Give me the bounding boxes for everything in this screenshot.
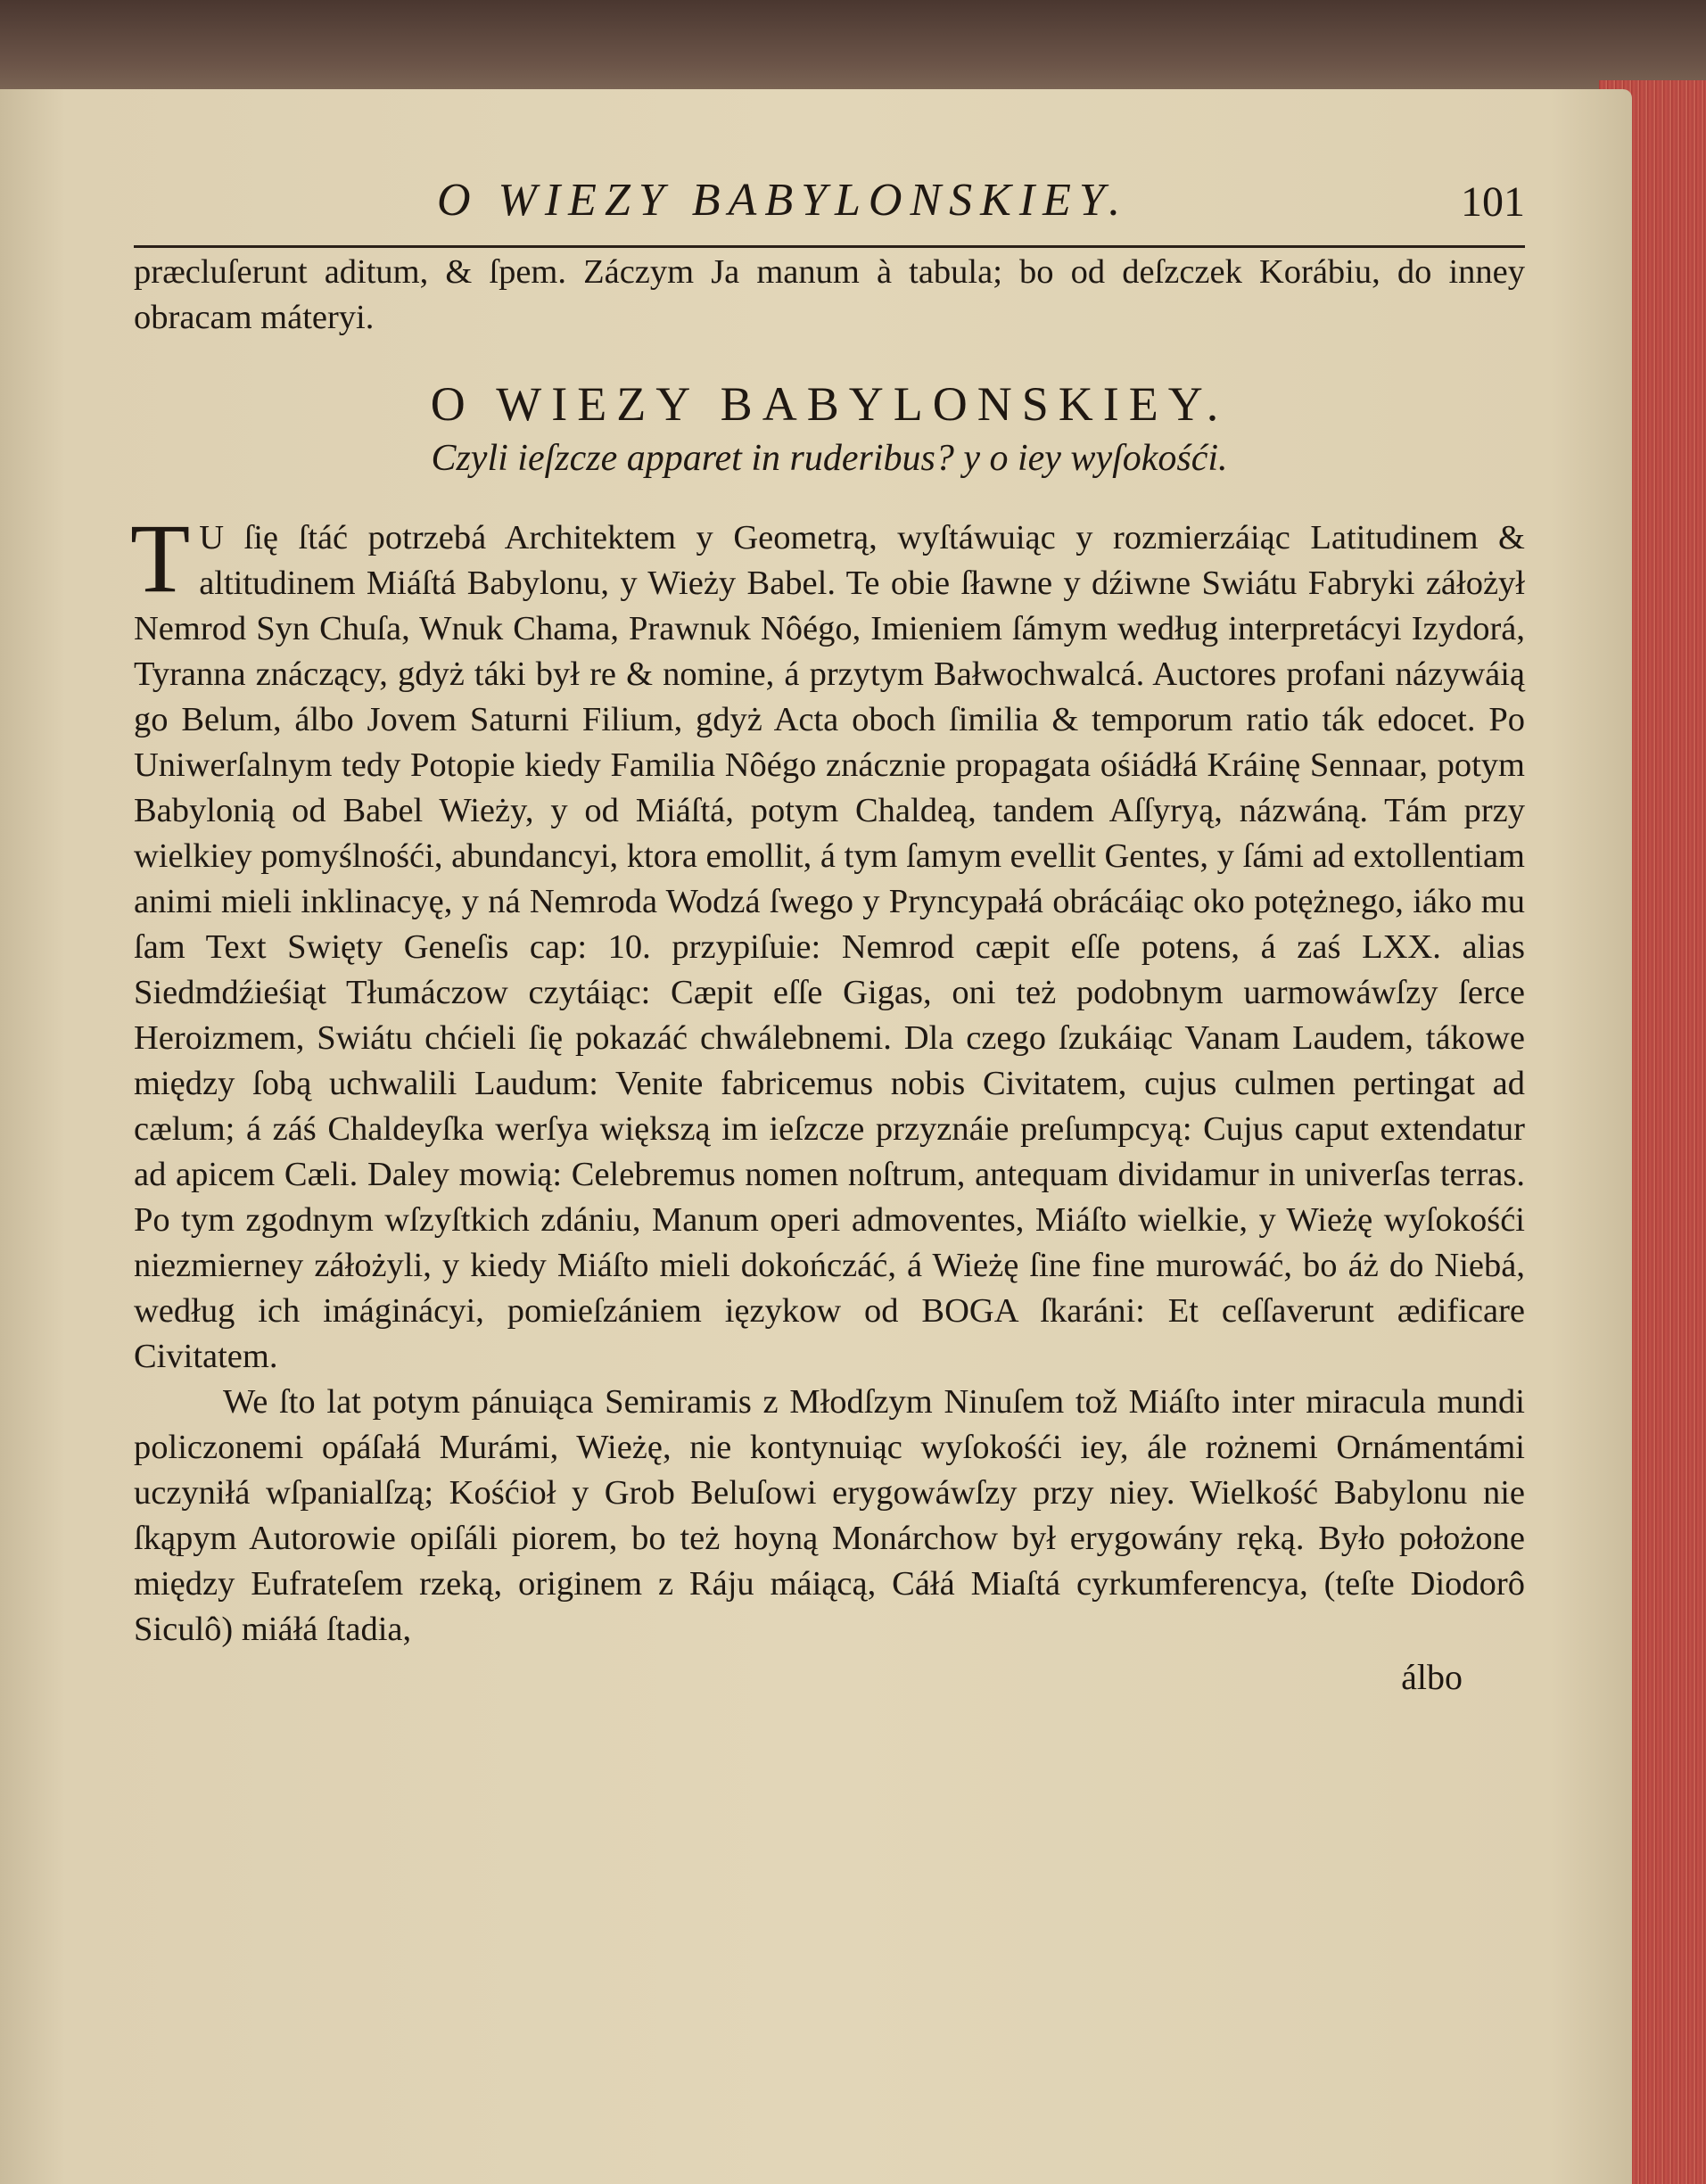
- book-page: [0, 89, 1632, 2184]
- paragraph-2: We ſto lat potym pánuiąca Semiramis z Młodſzym Ninuſem tož Miáſto inter miracula mundi policzonemi opáſałá Murámi, Wieżę, nie kontynuiąc wyſokośći iey, ále rożnemi Ornámentámi uczyniłá wſpanialſzą; Kośćioł y Grob Beluſowi erygowáwſzy przy niey. Wielkość Babylonu nie ſkąpym Autorowie opiſáli piorem, bo też hoyną Monárchow był erygowány ręką. Było położone między Eufrateſem rzeką, originem z Ráju máiącą, Cáłá Miaſtá cyrkumferencya, (teſte Diodorô Siculô) miáłá ſtadia,: [134, 1383, 1525, 1648]
- paragraph-1-text: U ſię ſtáć potrzebá Architektem y Geometrą, wyſtáwuiąc y rozmierzáiąc Latitudinem & altitudinem Miáſtá Babylonu, y Wieży Babel. Te obie ſławne y dźiwne Swiátu Fabryki záłożył Nemrod Syn Chuſa, Wnuk Chama, Prawnuk Nôégo, Imieniem ſámym według interpretácyi Izydorá, Tyranna znáczący, gdyż táki był re & nomine, á przytym Bałwochwalcá. Auctores profani názywáią go Belum, álbo Jovem Saturni Filium, gdyż Acta oboch ſimilia & temporum ratio ták edocet. Po Uniwerſalnym tedy Potopie kiedy Familia Nôégo znácznie propagata ośiádłá Kráinę Sennaar, potym Babylonią od Babel Wieży, y od Miáſtá, potym Chaldeą, tandem Aſſyryą, názwáną. Tám przy wielkiey pomyślnośći, abundancyi, ktora emollit, á tym ſamym evellit Gentes, y ſámi ad extollentiam animi mieli inklinacyę, y ná Nemroda Wodzá ſwego y Pryncypałá obrácáiąc oko potężnego, iáko mu ſam Text Swięty Geneſis cap: 10. przypiſuie: Nemrod cæpit eſſe potens, á zaś LXX. alias Siedmdźieśiąt Tłumáczow czytáiąc: Cæpit eſſe Gigas, oni też podobnym uarmowáwſzy ſerce Heroizmem, Swiátu chćieli ſię pokazáć chwálebnemi. Dla czego ſzukáiąc Vanam Laudem, tákowe między ſobą uchwalili Laudum: Venite fabricemus nobis Civitatem, cujus culmen pertingat ad cælum; á záś Chaldeyſka werſya większą im ieſzcze przyznáie preſumpcyą: Cujus caput extendatur ad apicem Cæli. Daley mowią: Celebremus nomen noſtrum, antequam dividamur in univerſas terras. Po tym zgodnym wſzyſtkich zdániu, Manum operi admoventes, Miáſto wielkie, y Wieżę wyſokośći niezmierney záłożyli, y kiedy Miáſto mieli dokończáć, á Wieżę ſine fine murowáć, bo áż do Niebá, według ich imáginácyi, pomieſzániem ięzykow od BOGA ſkaráni: Et ceſſaverunt ædificare Civitatem.: [134, 519, 1525, 1375]
- catchword: álbo: [1401, 1657, 1463, 1697]
- paragraph-1: [130, 504, 1525, 1380]
- page-number: 101: [1461, 178, 1525, 226]
- carry-over-text: præcluſerunt aditum, & ſpem. Záczym Ja manum à tabula; bo od deſzczek Korábiu, do inney obracam máteryi.: [134, 253, 1525, 336]
- chapter-subtitle: Czyli ieſzcze apparet in ruderibus? y o iey wyſokośći.: [431, 438, 1228, 479]
- drop-cap: T: [130, 504, 191, 613]
- page-content: [130, 174, 1525, 1702]
- chapter-heading: O WIEZY BABYLONSKIEY.: [430, 377, 1229, 431]
- running-head-title: O WIEZY BABYLONSKIEY.: [437, 175, 1129, 226]
- running-head: [134, 174, 1525, 248]
